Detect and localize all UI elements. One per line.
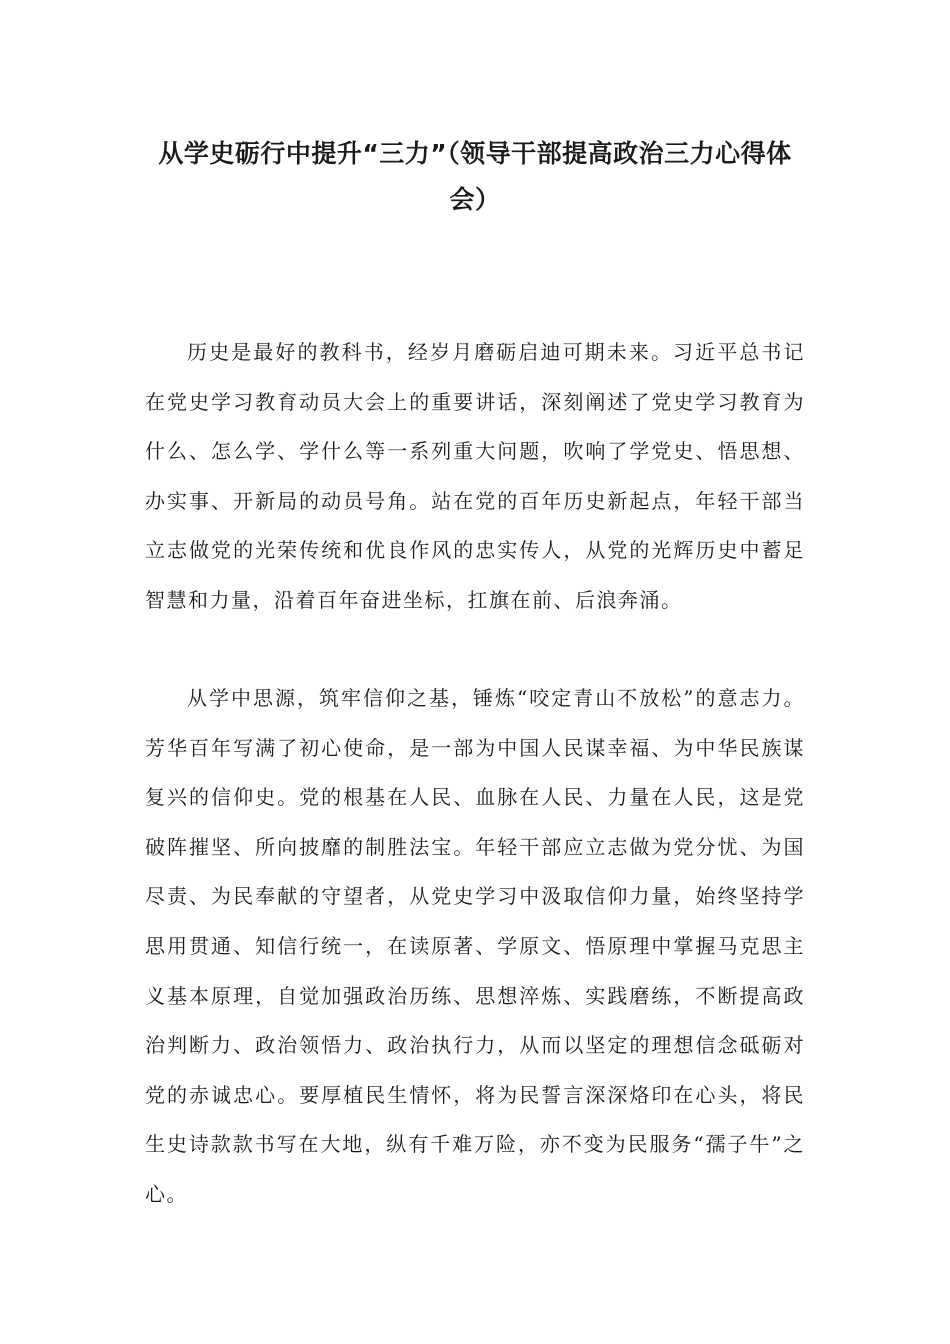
body-paragraph-2: 从学中思源，筑牢信仰之基，锤炼“咬定青山不放松”的意志力。芳华百年写满了初心使命，是一部为中国人民谋幸福、为中华民族谋复兴的信仰史。党的根基在人民、血脉在人民、力量在人民，这是党破阵摧坚、所向披靡的制胜法宝。年轻干部应立志做为党分忧、为国尽责、为民奉献的守望者，从党史学习中汲取信仰力量，始终坚持学思用贯通、知信行统一，在读原著、学原文、悟原理中掌握马克思主义基本原理，自觉加强政治历练、思想淬炼、实践磨练，不断提高政治判断力、政治领悟力、政治执行力，从而以坚定的理想信念砥砺对党的赤诚忠心。要厚植民生情怀，将为民誓言深深烙印在心头，将民生史诗款款书写在大地，纵有千难万险，亦不变为民服务“孺子牛”之心。 bbox=[145, 686, 805, 1206]
body-paragraph-1: 历史是最好的教科书，经岁月磨砺启迪可期未来。习近平总书记在党史学习教育动员大会上的重要讲话，深刻阐述了党史学习教育为什么、怎么学、学什么等一系列重大问题，吹响了学党史、悟思想、办实事、开新局的动员号角。站在党的百年历史新起点，年轻干部当立志做党的光荣传统和优良作风的忠实传人，从党的光辉历史中蓄足智慧和力量，沿着百年奋进坐标，扛旗在前、后浪奔涌。 bbox=[145, 340, 805, 612]
document-title: 从学史砺行中提升“三力”（领导干部提高政治三力心得体会） bbox=[158, 139, 792, 214]
